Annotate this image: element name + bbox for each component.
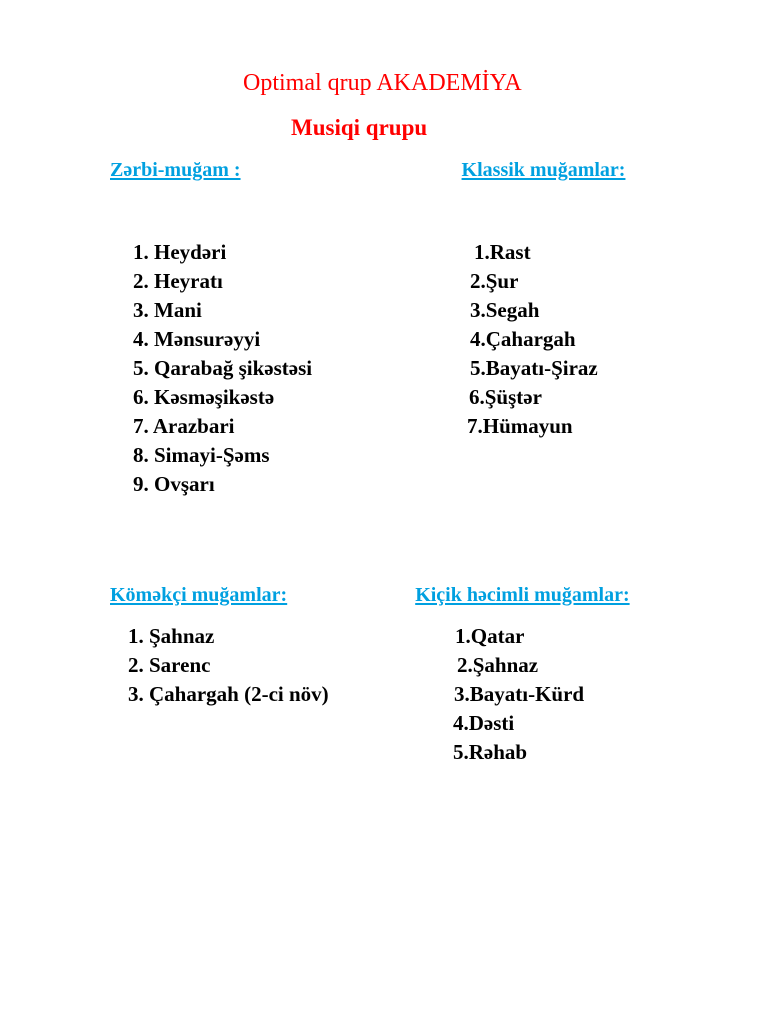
kicik-hecimli-mugamlar-heading: Kiçik həcimli muğamlar: xyxy=(415,584,630,606)
list-item: 2.Şur xyxy=(470,269,519,293)
list-item: 1.Qatar xyxy=(455,624,525,648)
section-1-heading-row xyxy=(110,160,625,180)
heading-underline-spacer xyxy=(241,160,462,180)
list-item: 1.Rast xyxy=(474,240,531,264)
list-item: 7.Hümayun xyxy=(467,414,573,438)
list-item: 6.Şüştər xyxy=(469,385,542,409)
list-item: 8. Simayi-Şəms xyxy=(133,443,270,467)
list-item: 9. Ovşarı xyxy=(133,472,215,496)
document-title: Optimal qrup AKADEMİYA xyxy=(243,70,522,96)
zarbi-mugam-heading: Zərbi-muğam : xyxy=(110,159,241,181)
document-subtitle: Musiqi qrupu xyxy=(291,115,428,140)
list-item: 2. Heyratı xyxy=(133,269,223,293)
list-item: 1. Şahnaz xyxy=(128,624,215,648)
list-item: 3. Çahargah (2-ci növ) xyxy=(128,682,329,706)
section-2-heading-row xyxy=(110,585,630,605)
list-item: 3.Bayatı-Kürd xyxy=(454,682,585,706)
heading-underline-spacer xyxy=(287,585,415,605)
list-item: 6. Kəsməşikəstə xyxy=(133,385,275,409)
list-item: 1. Heydəri xyxy=(133,240,227,264)
list-item: 4.Çahargah xyxy=(470,327,576,351)
list-item: 4.Dəsti xyxy=(453,711,515,735)
list-item: 5.Bayatı-Şiraz xyxy=(470,356,598,380)
list-item: 3. Mani xyxy=(133,298,202,322)
list-item: 7. Arazbari xyxy=(133,414,235,438)
list-item: 4. Mənsurəyyi xyxy=(133,327,261,351)
list-item: 3.Segah xyxy=(470,298,540,322)
list-item: 2. Sarenc xyxy=(128,653,211,677)
list-item: 2.Şahnaz xyxy=(457,653,539,677)
komekci-mugamlar-heading: Köməkçi muğamlar: xyxy=(110,584,288,606)
list-item: 5.Rəhab xyxy=(453,740,528,764)
list-item: 5. Qarabağ şikəstəsi xyxy=(133,356,313,380)
klassik-mugamlar-heading: Klassik muğamlar: xyxy=(461,159,626,181)
